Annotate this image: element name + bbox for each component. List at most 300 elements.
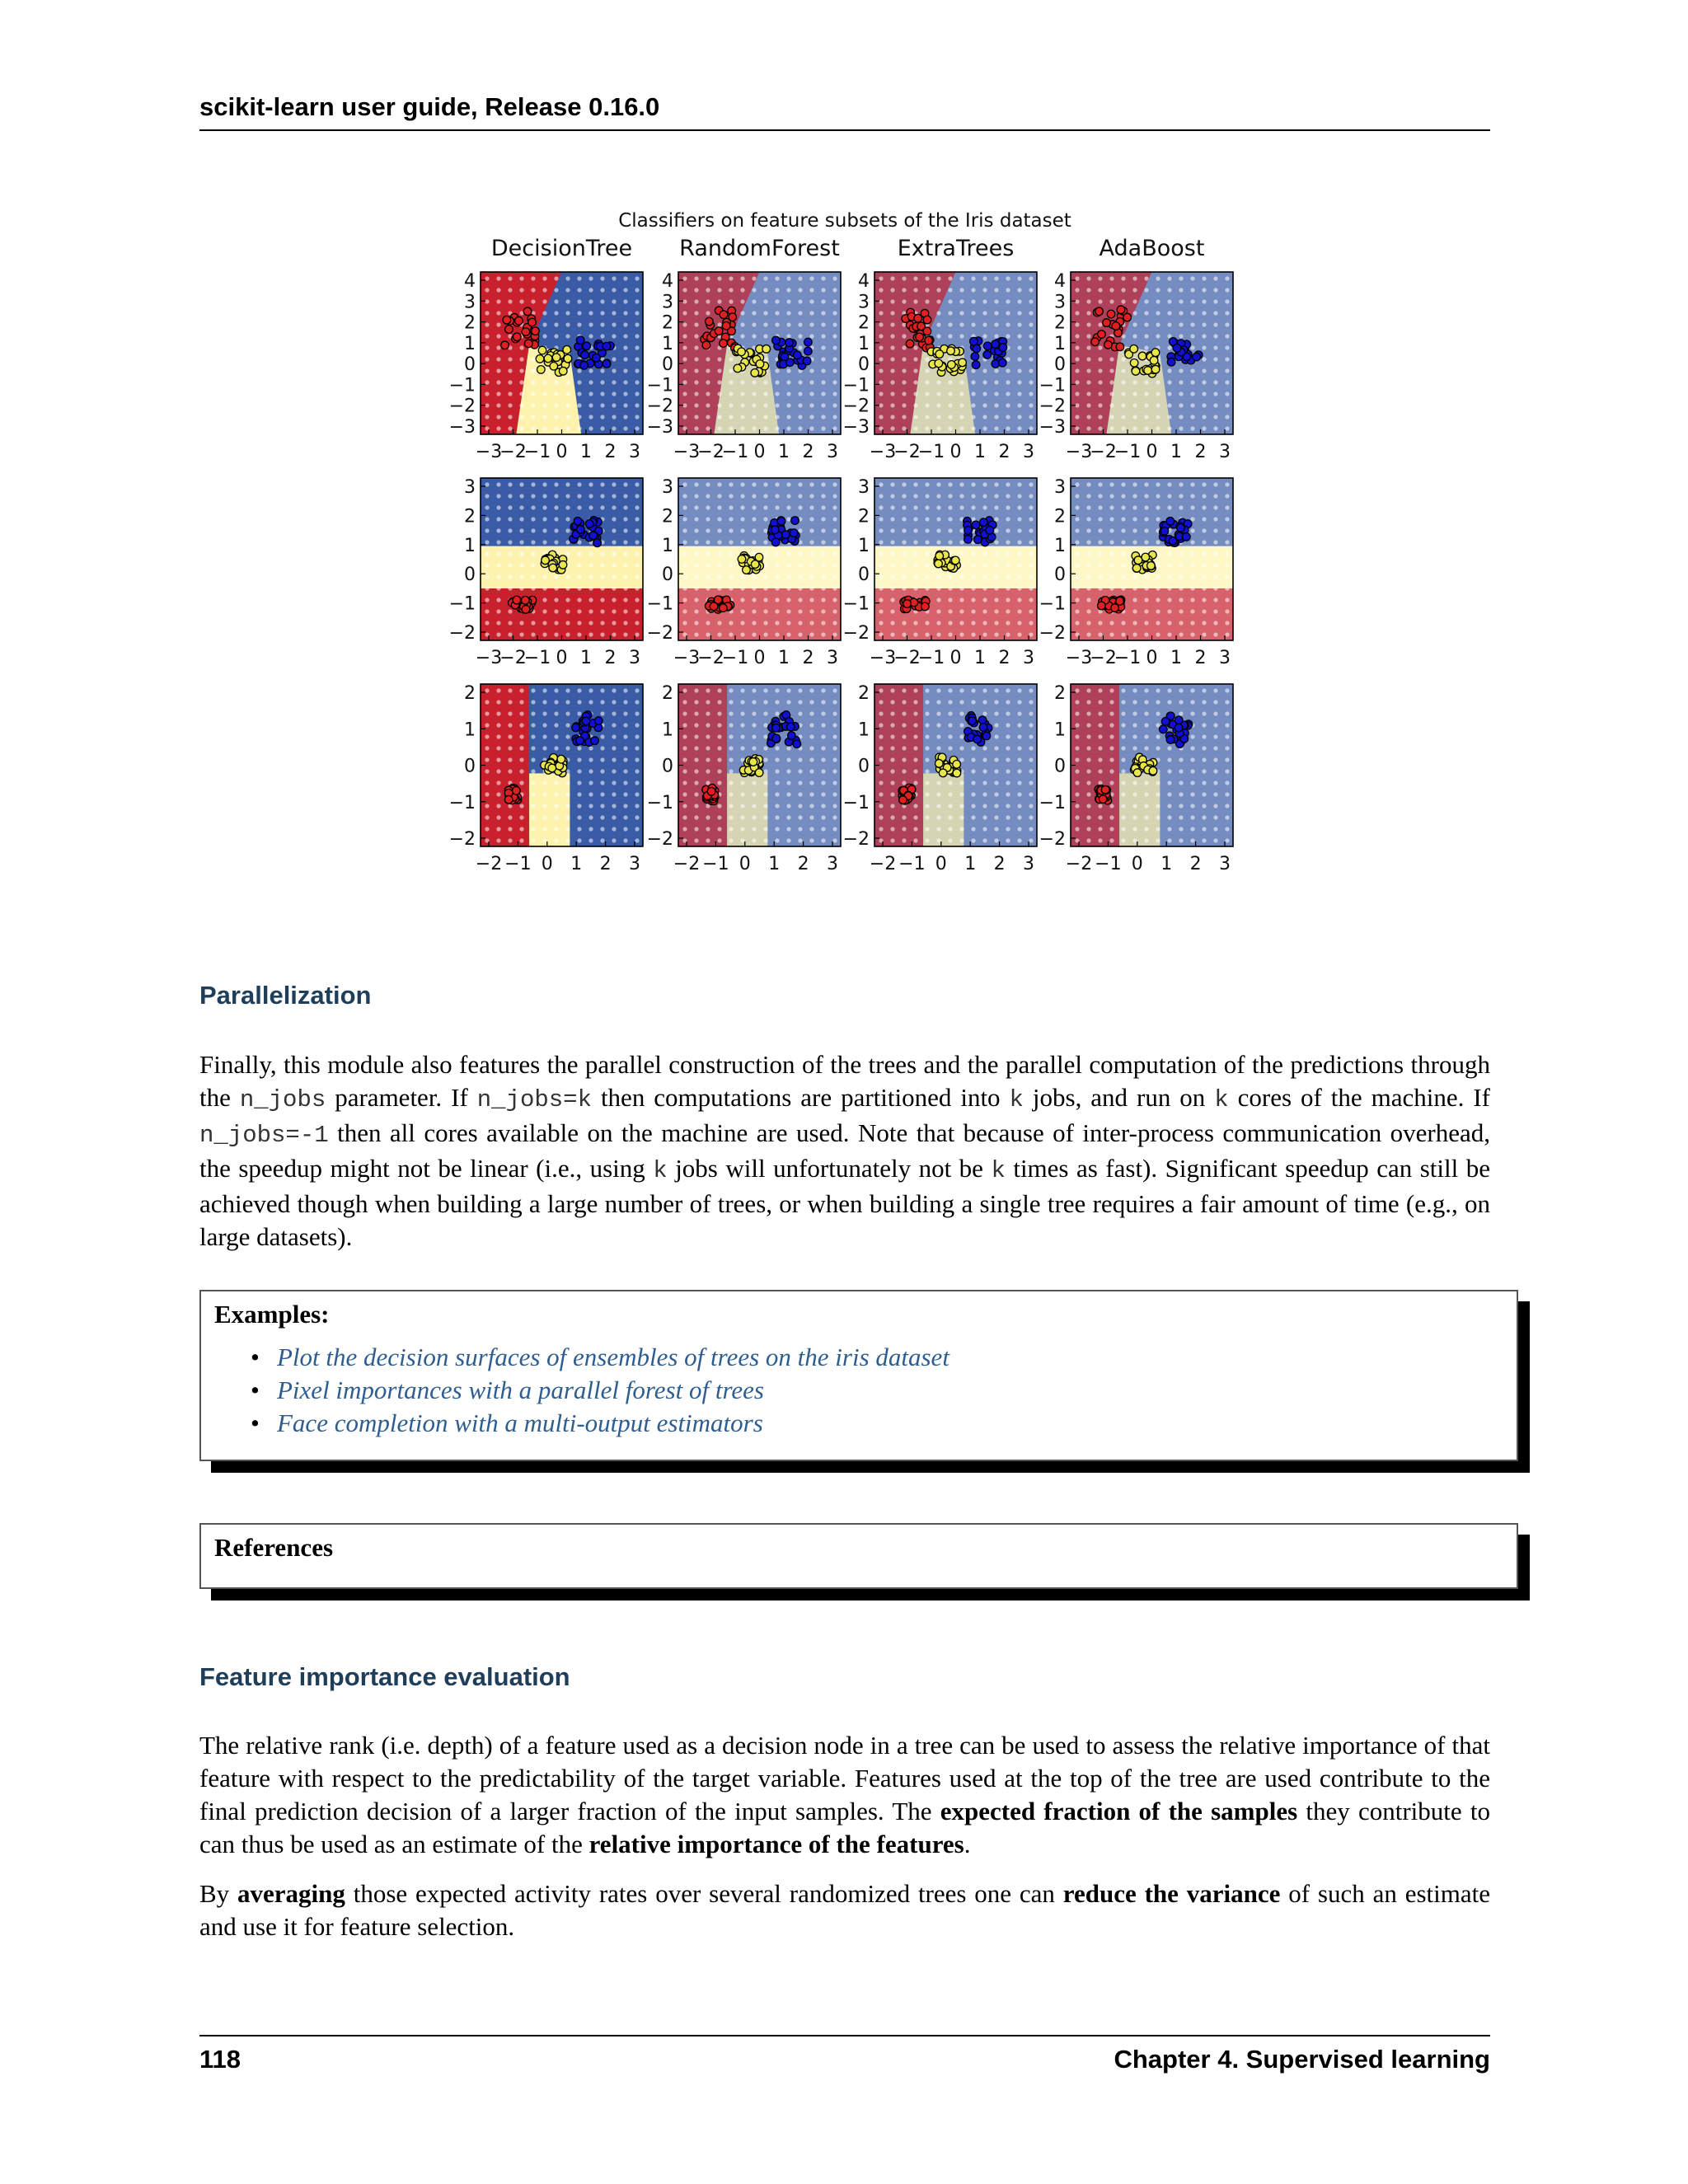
region-yellow (727, 773, 767, 846)
data-point (1183, 533, 1191, 541)
y-tick-label: 0 (464, 756, 476, 777)
x-tick-label: −2 (893, 442, 921, 462)
data-point (548, 764, 556, 772)
x-tick-label: −1 (721, 442, 749, 462)
x-tick-label: −3 (673, 648, 701, 668)
data-point (785, 339, 794, 347)
data-point (706, 317, 714, 326)
header-rule (199, 129, 1490, 131)
y-tick-label: −2 (1039, 623, 1066, 644)
data-point (715, 596, 723, 604)
y-tick-label: 3 (464, 292, 476, 313)
y-tick-label: 2 (1054, 312, 1066, 334)
y-tick-label: −1 (842, 792, 870, 813)
data-point (971, 353, 979, 361)
x-tick-label: 2 (604, 442, 617, 462)
data-point (749, 758, 757, 766)
data-point (1160, 527, 1169, 536)
region-yellow (923, 773, 964, 846)
classifier-figure (445, 206, 1253, 890)
data-point (523, 307, 532, 316)
data-point (538, 346, 546, 354)
data-point (1098, 330, 1106, 339)
x-tick-label: 3 (1219, 442, 1231, 462)
y-tick-label: −2 (842, 829, 870, 850)
data-point (1107, 310, 1115, 318)
data-point (532, 327, 540, 335)
bold-text: expected fraction of the samples (940, 1797, 1298, 1825)
y-tick-label: −2 (1039, 396, 1066, 417)
x-tick-label: −1 (504, 854, 532, 874)
data-point (992, 340, 1000, 349)
region-red (678, 588, 841, 640)
data-point (788, 732, 796, 740)
y-tick-label: 1 (662, 333, 673, 354)
data-point (1130, 345, 1138, 354)
y-tick-label: −2 (448, 396, 476, 417)
example-link[interactable]: • Pixel importances with a parallel forest of trees (251, 1374, 950, 1407)
x-tick-label: 3 (1023, 648, 1034, 668)
y-tick-label: 3 (464, 477, 476, 498)
y-tick-label: 0 (662, 354, 673, 376)
data-point (899, 796, 907, 804)
x-tick-label: 2 (797, 854, 809, 874)
y-tick-label: 4 (858, 271, 870, 292)
x-tick-label: 3 (629, 442, 640, 462)
x-tick-label: −2 (475, 854, 503, 874)
y-tick-label: 3 (1054, 292, 1066, 313)
x-tick-label: 3 (827, 442, 838, 462)
data-point (528, 318, 537, 326)
y-tick-label: 2 (464, 683, 476, 704)
data-point (572, 724, 580, 732)
footer-rule (199, 2035, 1490, 2036)
panel-randomforest-row2 (678, 478, 841, 640)
data-point (582, 717, 590, 725)
x-tick-label: −3 (475, 442, 503, 462)
x-tick-label: −2 (1090, 442, 1117, 462)
text-run: those expected activity rates over several randomized trees one can (345, 1879, 1063, 1908)
y-tick-label: −1 (1039, 375, 1066, 396)
data-point (583, 342, 591, 350)
data-point (564, 354, 572, 363)
data-point (722, 321, 730, 330)
data-point (720, 340, 728, 348)
column-title: AdaBoost (1099, 236, 1205, 261)
y-tick-label: 2 (858, 683, 870, 704)
inline-code: n_jobs=-1 (199, 1122, 329, 1149)
y-tick-label: 2 (858, 312, 870, 334)
data-point (503, 316, 511, 324)
data-point (1116, 343, 1124, 351)
y-tick-label: −3 (646, 417, 673, 438)
x-tick-label: 0 (753, 648, 766, 668)
region-red (1071, 588, 1233, 640)
figure-suptitle: Classifiers on feature subsets of the Iris dataset (618, 210, 1071, 232)
data-point (999, 344, 1007, 352)
x-tick-label: 3 (1023, 854, 1034, 874)
data-point (959, 359, 967, 367)
feature-importance-paragraph-1 (199, 1729, 1490, 1861)
data-point (715, 327, 723, 335)
x-tick-label: 0 (753, 442, 766, 462)
x-tick-label: −3 (1065, 648, 1093, 668)
data-point (948, 361, 956, 369)
y-tick-label: 1 (1054, 535, 1066, 556)
data-point (1103, 319, 1111, 327)
region-blue (1071, 478, 1233, 546)
x-tick-label: −2 (697, 648, 724, 668)
x-tick-label: 2 (1194, 442, 1207, 462)
data-point (983, 342, 992, 350)
y-tick-label: 4 (1054, 271, 1066, 292)
y-tick-label: −1 (646, 593, 673, 615)
data-point (923, 316, 931, 324)
panel-decisiontree-row1 (481, 272, 643, 434)
x-tick-label: 2 (1189, 854, 1202, 874)
data-point (970, 337, 978, 345)
data-point (804, 347, 813, 355)
y-tick-label: 3 (858, 477, 870, 498)
data-point (762, 345, 771, 354)
y-tick-label: 0 (1054, 565, 1066, 586)
text-run: cores of the machine. If (1228, 1083, 1490, 1112)
text-run: of such an estimate and use it for feature selection. (199, 1879, 1490, 1941)
data-point (559, 561, 567, 569)
data-point (1151, 349, 1160, 357)
data-point (951, 556, 959, 565)
data-point (550, 363, 558, 371)
data-point (782, 531, 790, 539)
data-point (1151, 365, 1160, 373)
x-tick-label: −2 (893, 648, 921, 668)
data-point (953, 761, 961, 769)
data-point (559, 367, 567, 375)
text-run: By (199, 1879, 238, 1908)
panel-adaboost-row2 (1071, 478, 1233, 640)
data-point (1175, 724, 1183, 732)
text-run: jobs will unfortunately not be (667, 1154, 992, 1183)
examples-box (199, 1290, 1518, 1461)
data-point (537, 366, 546, 374)
x-tick-label: −1 (523, 442, 551, 462)
text-run: The relative rank (i.e. depth) of a feature used as a decision node in a tree can be used to assess the relative importance of that feature with respect to the predictability of the target variable. Features used at the top of the tree are used contribute to the final prediction decision of a larger fraction of the input samples. The (199, 1731, 1490, 1825)
panel-extratrees-row1 (874, 272, 1037, 434)
y-tick-label: −2 (448, 829, 476, 850)
y-tick-label: −1 (1039, 792, 1066, 813)
bold-text: reduce the variance (1062, 1879, 1281, 1908)
x-tick-label: −2 (673, 854, 701, 874)
x-tick-label: −1 (898, 854, 926, 874)
y-tick-label: −2 (1039, 829, 1066, 850)
x-tick-label: 0 (1146, 648, 1158, 668)
data-point (1095, 307, 1104, 316)
x-tick-label: 0 (1131, 854, 1143, 874)
x-tick-label: 3 (827, 648, 838, 668)
data-point (771, 538, 780, 546)
data-point (1177, 524, 1185, 532)
x-tick-label: −1 (1095, 854, 1122, 874)
region-red (678, 684, 727, 846)
data-point (1098, 602, 1106, 610)
panel-randomforest-row1 (678, 272, 841, 434)
panel-decisiontree-row2 (481, 478, 643, 640)
y-tick-label: 0 (858, 565, 870, 586)
data-point (973, 735, 982, 743)
y-tick-label: 1 (858, 535, 870, 556)
y-tick-label: 0 (858, 354, 870, 376)
data-point (544, 354, 552, 363)
data-point (756, 360, 764, 368)
x-tick-label: −1 (917, 442, 945, 462)
data-point (729, 313, 737, 321)
panels-grid (449, 236, 1233, 874)
data-point (1091, 338, 1100, 346)
region-yellow (529, 773, 570, 846)
x-tick-label: −2 (1065, 854, 1093, 874)
data-point (501, 341, 509, 349)
y-tick-label: 2 (464, 312, 476, 334)
x-tick-label: 1 (1170, 648, 1182, 668)
x-tick-label: −3 (869, 648, 897, 668)
y-tick-label: 3 (858, 292, 870, 313)
data-point (577, 526, 585, 534)
chapter-title: Chapter 4. Supervised learning (1114, 2045, 1490, 2074)
region-red (874, 588, 1037, 640)
x-tick-label: −1 (917, 648, 945, 668)
data-point (1111, 604, 1119, 612)
data-point (1104, 340, 1113, 349)
data-point (589, 532, 598, 540)
data-point (1130, 359, 1138, 368)
data-point (702, 341, 710, 349)
data-point (574, 517, 582, 525)
text-run: Finally, this module also features the parallel construction of the trees and the parallel computation of the predictions through the (199, 1050, 1490, 1112)
data-point (1150, 357, 1158, 365)
x-tick-label: −1 (1114, 648, 1142, 668)
region-red (481, 684, 529, 846)
data-point (580, 361, 588, 369)
data-point (979, 724, 987, 732)
data-point (522, 606, 530, 614)
x-tick-label: 0 (1146, 442, 1158, 462)
data-point (1175, 716, 1183, 724)
region-blue (874, 478, 1037, 546)
data-point (552, 354, 560, 362)
data-point (1142, 553, 1150, 561)
data-point (513, 596, 521, 604)
data-point (973, 536, 982, 544)
x-tick-label: 1 (974, 648, 986, 668)
inline-code: n_jobs (239, 1086, 326, 1113)
y-tick-label: 1 (1054, 333, 1066, 354)
y-tick-label: 0 (1054, 756, 1066, 777)
y-tick-label: 1 (464, 719, 476, 741)
x-tick-label: −3 (1065, 442, 1093, 462)
x-tick-label: 1 (964, 854, 977, 874)
data-point (903, 600, 912, 608)
x-tick-label: −2 (499, 648, 527, 668)
data-point (772, 734, 781, 743)
x-tick-label: 0 (556, 442, 568, 462)
examples-list (251, 1341, 950, 1440)
data-point (1117, 306, 1125, 314)
data-point (504, 795, 513, 804)
x-tick-label: 0 (556, 648, 568, 668)
data-point (1166, 736, 1175, 744)
example-link[interactable]: • Plot the decision surfaces of ensembles of trees on the iris dataset (251, 1341, 950, 1374)
data-point (772, 336, 781, 344)
data-point (1138, 352, 1146, 360)
data-point (719, 604, 727, 612)
x-tick-label: −2 (697, 442, 724, 462)
data-point (549, 564, 557, 572)
y-tick-label: 3 (662, 292, 673, 313)
data-point (1167, 358, 1175, 366)
x-tick-label: −2 (1090, 648, 1117, 668)
y-tick-label: −3 (842, 417, 870, 438)
data-point (1133, 769, 1142, 777)
x-tick-label: 0 (935, 854, 947, 874)
panel-adaboost-row3 (1071, 684, 1233, 846)
y-tick-label: −2 (646, 623, 673, 644)
y-tick-label: −3 (1039, 417, 1066, 438)
x-tick-label: 1 (974, 442, 986, 462)
y-tick-label: 0 (858, 756, 870, 777)
y-tick-label: 2 (662, 506, 673, 527)
data-point (1144, 367, 1152, 375)
text-run: times as fast). Significant speedup can still be achieved though when building a large number of trees, or when building a single tree requires a fair amount of time (e.g., on large datasets). (199, 1154, 1491, 1251)
data-point (980, 518, 988, 527)
x-tick-label: 3 (1023, 442, 1034, 462)
data-point (1101, 785, 1109, 794)
y-tick-label: 4 (662, 271, 673, 292)
inline-code: k (991, 1157, 1006, 1184)
panel-extratrees-row3 (874, 684, 1037, 846)
region-red (874, 684, 923, 846)
x-tick-label: −1 (523, 648, 551, 668)
x-tick-label: 3 (1219, 854, 1231, 874)
x-tick-label: −3 (673, 442, 701, 462)
data-point (1134, 556, 1142, 565)
data-point (935, 760, 944, 768)
x-tick-label: 3 (1219, 648, 1231, 668)
y-tick-label: −2 (448, 623, 476, 644)
x-tick-label: 1 (778, 442, 790, 462)
x-tick-label: 1 (778, 648, 790, 668)
data-point (935, 359, 943, 368)
y-tick-label: 2 (662, 683, 673, 704)
x-tick-label: 0 (950, 648, 962, 668)
data-point (914, 314, 922, 322)
region-red (1071, 684, 1119, 846)
data-point (603, 360, 611, 368)
data-point (720, 311, 728, 319)
x-tick-label: −1 (702, 854, 729, 874)
data-point (751, 369, 759, 377)
y-tick-label: 0 (662, 756, 673, 777)
data-point (917, 322, 926, 330)
inline-code: k (1009, 1086, 1024, 1113)
data-point (791, 517, 799, 525)
data-point (1166, 518, 1175, 526)
y-tick-label: 2 (464, 506, 476, 527)
running-header: scikit-learn user guide, Release 0.16.0 (199, 92, 660, 121)
text-run: . (964, 1830, 971, 1858)
data-point (515, 316, 523, 325)
data-point (593, 354, 601, 362)
x-tick-label: 1 (570, 854, 583, 874)
y-tick-label: 1 (1054, 719, 1066, 741)
data-point (1147, 562, 1156, 570)
text-run: they contribute to can thus be used as an estimate of the (199, 1797, 1490, 1858)
data-point (953, 769, 961, 777)
bold-text: averaging (237, 1879, 345, 1908)
section-heading-parallelization: Parallelization (199, 981, 372, 1010)
y-tick-label: 1 (662, 535, 673, 556)
y-tick-label: 1 (662, 719, 673, 741)
bullet-icon: • (251, 1376, 260, 1404)
x-tick-label: 2 (993, 854, 1006, 874)
y-tick-label: 1 (464, 535, 476, 556)
data-point (557, 755, 565, 763)
parallelization-paragraph (199, 1048, 1490, 1254)
text-run: then all cores available on the machine are used. Note that because of inter-process communication overhead, the speedup might not be linear (i.e., using (199, 1118, 1490, 1183)
data-point (522, 328, 530, 336)
inline-code: k (1214, 1086, 1229, 1113)
x-tick-label: 2 (604, 648, 617, 668)
y-tick-label: 0 (662, 565, 673, 586)
section-heading-feature-importance: Feature importance evaluation (199, 1662, 570, 1691)
y-tick-label: −2 (646, 829, 673, 850)
data-point (935, 350, 944, 359)
panel-decisiontree-row3 (481, 684, 643, 846)
data-point (787, 723, 795, 731)
data-point (751, 560, 759, 569)
x-tick-label: 0 (738, 854, 751, 874)
data-point (777, 518, 785, 526)
data-point (1159, 725, 1167, 733)
data-point (1116, 598, 1124, 606)
data-point (972, 521, 980, 529)
text-run: parameter. If (326, 1083, 477, 1112)
x-tick-label: 1 (580, 442, 592, 462)
data-point (738, 348, 746, 356)
data-point (964, 527, 973, 535)
x-tick-label: −1 (721, 648, 749, 668)
y-tick-label: 2 (1054, 506, 1066, 527)
data-point (935, 560, 943, 568)
y-tick-label: 0 (464, 565, 476, 586)
region-blue (481, 478, 643, 546)
y-tick-label: −1 (1039, 593, 1066, 615)
x-tick-label: −1 (1114, 442, 1142, 462)
data-point (986, 527, 994, 535)
x-tick-label: 0 (950, 442, 962, 462)
x-tick-label: 2 (1194, 648, 1207, 668)
bullet-icon: • (251, 1408, 260, 1437)
data-point (1161, 718, 1170, 726)
y-tick-label: −2 (842, 623, 870, 644)
y-tick-label: 4 (464, 271, 476, 292)
y-tick-label: 1 (858, 719, 870, 741)
x-tick-label: −2 (499, 442, 527, 462)
data-point (772, 724, 781, 733)
region-blue (678, 478, 841, 546)
example-link[interactable]: • Face completion with a multi-output estimators (251, 1407, 950, 1440)
text-run: then computations are partitioned into (591, 1083, 1010, 1112)
examples-title: Examples: (214, 1300, 330, 1329)
